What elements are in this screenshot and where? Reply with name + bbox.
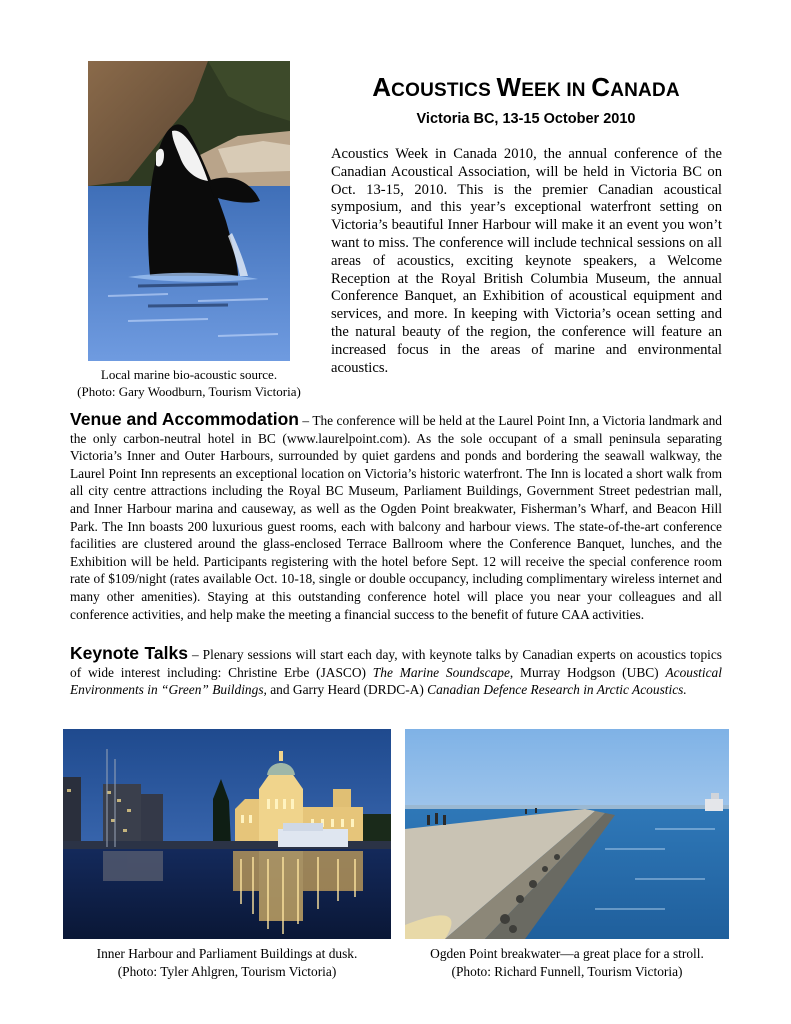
breakwater-photo bbox=[405, 729, 729, 939]
keynote-text-2: , Murray Hodgson (UBC) bbox=[509, 664, 666, 680]
keynote-text-1: Plenary sessions will start each day, with keynote talks by Canadian experts on acoustics topics of wide interest including: Christine Erbe (JASCO) bbox=[70, 647, 723, 680]
venue-heading: Venue and Accommodation bbox=[70, 409, 299, 429]
inner-harbour-photo bbox=[63, 729, 391, 939]
venue-section bbox=[70, 411, 722, 623]
venue-dash: – bbox=[299, 413, 313, 428]
title-part: COUSTICS bbox=[391, 80, 497, 101]
harbour-caption-line1: Inner Harbour and Parliament Buildings at dusk. bbox=[96, 946, 358, 961]
intro-paragraph: Acoustics Week in Canada 2010, the annual conference of the Canadian Acoustical Association, will be held in Victoria BC on Oct. 13-15, 2010. This is the premier Canadian acoustical symposium, and this year’s exceptional waterfront setting on Victoria’s beautiful Inner Harbour will make it an event you won’t want to miss. The conference will include technical sessions on all areas of acoustics, exciting keynote speakers, a Welcome Reception at the Royal British Columbia Museum, the annual Conference Banquet, an Exhibition of acoustical equipment and services, and more. In keeping with Victoria’s ocean setting and the natural beauty of the region, the conference will feature an increased focus in the areas of marine and environmental acoustics. bbox=[331, 146, 722, 376]
harbour-caption-line2: (Photo: Tyler Ahlgren, Tourism Victoria) bbox=[117, 964, 337, 979]
harbour-caption bbox=[63, 945, 391, 981]
keynote-section bbox=[70, 645, 722, 699]
title-part: ANADA bbox=[610, 80, 680, 101]
breakwater-caption-line2: (Photo: Richard Funnell, Tourism Victoria) bbox=[451, 964, 683, 979]
orca-caption bbox=[58, 366, 320, 400]
venue-body: The conference will be held at the Laurel Point Inn, a Victoria landmark and the only carbon-neutral hotel in BC (www.laurelpoint.com). As the sole occupant of a small peninsula separating Victoria’s Inner and Outer Harbours, surrounded by quiet gardens and ponds and bordering the seawall walkway, the Laurel Point Inn represents an exceptional location on Victoria’s historic waterfront. The Inn is located a short walk from all city centre attractions including the Royal BC Museum, Parliament Buildings, Government Street pedestrian mall, and Inner Harbour marina and causeway, as well as the Ogden Point breakwater, Fisherman’s Wharf, and Beacon Hill Park. The Inn boasts 200 luxurious guest rooms, each with balcony and harbour views. The state-of-the-art conference facilities are clustered around the glass-enclosed Terrace Ballroom where the Conference Banquet, lunches, and the Exhibition will be held. Participants registering with the hotel before Sept. 12 will receive the special conference room rate of $109/night (rates available Oct. 10-18, single or double occupancy, including complimentary wireless internet and many other amenities). Staying at this outstanding conference hotel will place you near your colleagues and all conference activities, and help make the meeting a financial success to the benefit of future CAA activities. bbox=[70, 413, 722, 622]
page-title bbox=[330, 72, 722, 103]
title-part: EEK IN bbox=[521, 80, 592, 101]
breakwater-caption-line1: Ogden Point breakwater—a great place for a stroll. bbox=[430, 946, 704, 961]
page-subtitle: Victoria BC, 13-15 October 2010 bbox=[416, 111, 636, 127]
keynote-talk-title-2: Acoustical Environments in “Green” Buildings, bbox=[70, 664, 722, 698]
orca-photo bbox=[88, 61, 290, 361]
keynote-talk-title-1: The Marine Soundscape bbox=[372, 664, 510, 680]
keynote-heading: Keynote Talks bbox=[70, 643, 188, 663]
breakwater-caption bbox=[405, 945, 729, 981]
keynote-talk-title-3: Canadian Defence Research in Arctic Acoustics. bbox=[427, 682, 687, 698]
title-part: A bbox=[372, 72, 392, 102]
keynote-text-3: and Garry Heard (DRDC-A) bbox=[266, 682, 428, 698]
orca-caption-line1: Local marine bio-acoustic source. bbox=[100, 367, 278, 382]
title-part: W bbox=[496, 72, 522, 102]
orca-caption-line2: (Photo: Gary Woodburn, Tourism Victoria) bbox=[77, 384, 301, 399]
title-part: C bbox=[591, 72, 611, 102]
keynote-dash: – bbox=[188, 647, 203, 662]
